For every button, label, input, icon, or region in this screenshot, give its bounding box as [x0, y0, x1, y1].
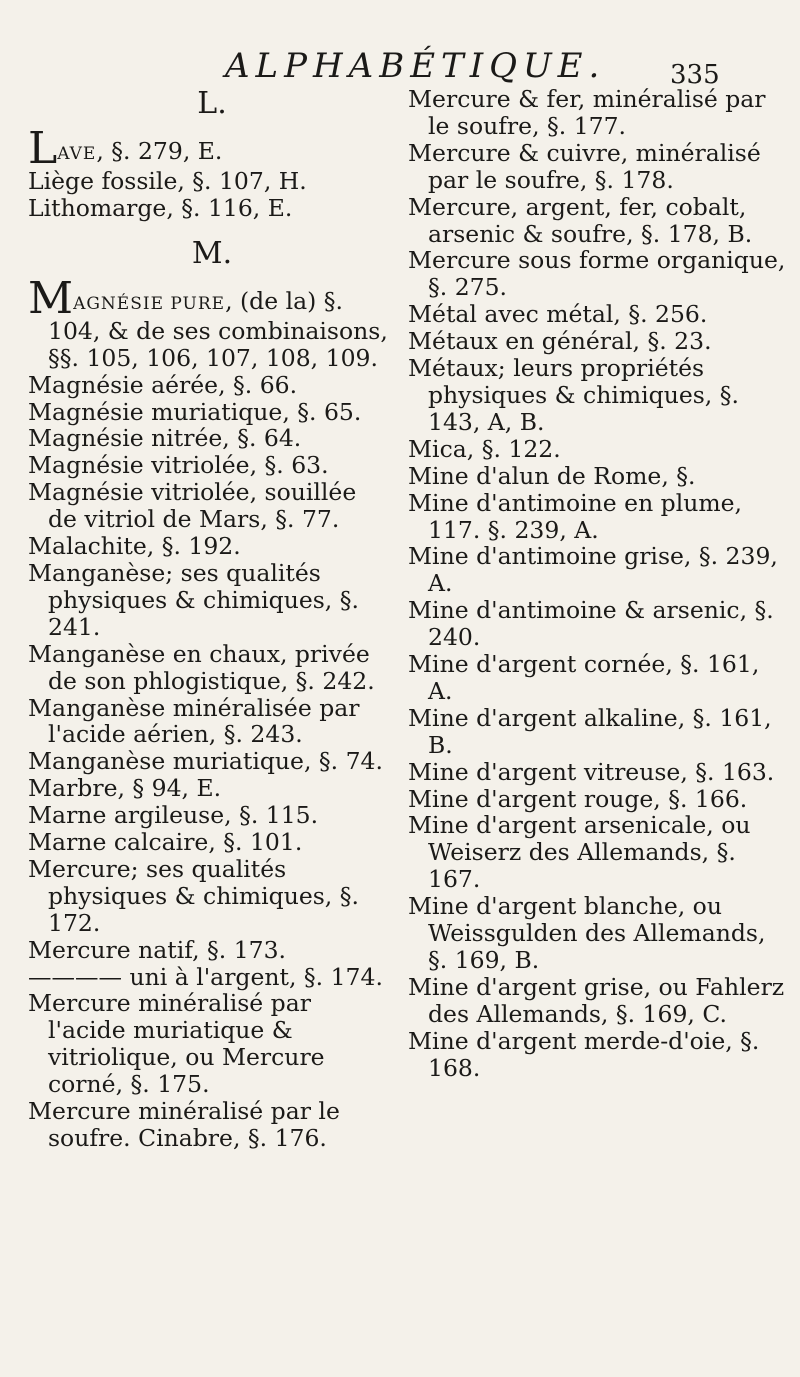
index-entry: Mine d'argent cornée, §. 161, A. [408, 650, 760, 705]
index-entry: Métal avec métal, §. 256. [408, 300, 708, 329]
index-entry: Métaux; leurs propriétés physiques & chimiques, §. 143, A, B. [408, 354, 739, 436]
index-entry: ———— uni à l'argent, §. 174. [28, 962, 383, 991]
smallcaps-text: AVE [57, 144, 97, 164]
index-entry: Mine d'argent alkaline, §. 161, B. [408, 703, 772, 759]
index-entry: Liège fossile, §. 107, H. [28, 167, 307, 195]
section-letter-m: M. [191, 235, 233, 271]
index-entry: Mercure sous forme organique, §. 275. [408, 246, 786, 302]
index-entry: Malachite, §. 192. [28, 532, 241, 561]
section-letter-l: L. [197, 86, 227, 121]
entry-text: , (de la) §. 104, & de ses combinaisons, §§. 105, 106, 107, 108, 109. [48, 286, 388, 372]
index-entry: Mine d'argent vitreuse, §. 163. [408, 757, 775, 786]
index-entry: Marbre, § 94, E. [28, 774, 222, 803]
index-entry: Mercure; ses qualités physiques & chimiques, §. 172. [28, 854, 359, 937]
index-entry: Mine d'argent merde-d'oie, §. 168. [408, 1026, 760, 1082]
index-entry: Manganèse minéralisée par l'acide aérien, §. 243. [28, 693, 360, 749]
index-entry: Marne argileuse, §. 115. [28, 801, 319, 830]
drop-cap: M [28, 272, 74, 324]
entry-text: , §. 279, E. [96, 137, 223, 165]
index-entry: Mine d'antimoine grise, §. 239, A. [408, 542, 778, 598]
index-entry: Mine d'argent grise, ou Fahlerz des Allemands, §. 169, C. [408, 972, 785, 1028]
index-entry: Mercure & fer, minéralisé par le soufre, §. 177. [408, 85, 766, 140]
index-entry: Mine d'argent rouge, §. 166. [408, 784, 748, 813]
index-entry: Mine d'argent blanche, ou Weissgulden des Allemands, §. 169, B. [408, 892, 766, 974]
index-entry: Magnésie aérée, §. 66. [28, 370, 298, 399]
left-column [28, 86, 390, 1152]
page-number: 335 [670, 60, 720, 90]
index-entry: Mine d'antimoine en plume, 117. §. 239, A. [408, 488, 743, 544]
index-entry: Mercure & cuivre, minéralisé par le soufre, §. 178. [408, 138, 761, 194]
index-entry: Lithomarge, §. 116, E. [28, 193, 293, 222]
right-column [408, 86, 788, 1082]
index-entry: Mine d'alun de Rome, §. [408, 461, 696, 490]
index-entry: Mercure minéralisé par le soufre. Cinabre, §. 176. [28, 1097, 340, 1152]
index-entry: Marne calcaire, §. 101. [28, 828, 303, 857]
index-entry: Manganèse muriatique, §. 74. [28, 747, 383, 776]
index-entry: Magnésie vitriolée, souillée de vitriol de Mars, §. 77. [28, 478, 357, 534]
index-entry: Mine d'antimoine & arsenic, §. 240. [408, 596, 774, 652]
index-entry: Mercure natif, §. 173. [28, 935, 287, 964]
index-entry: Manganèse en chaux, privée de son phlogistique, §. 242. [28, 639, 375, 695]
index-entry: Mercure, argent, fer, cobalt, arsenic & soufre, §. 178, B. [408, 192, 753, 248]
index-entry: Mercure minéralisé par l'acide muriatique & vitriolique, ou Mercure corné, §. 175. [28, 989, 325, 1099]
running-title: ALPHABÉTIQUE. [225, 46, 606, 86]
index-entry: Métaux en général, §. 23. [408, 327, 712, 356]
index-entry: Magnésie muriatique, §. 65. [28, 397, 362, 426]
index-entry: Mica, §. 122. [408, 434, 561, 463]
index-entry: Magnésie nitrée, §. 64. [28, 424, 302, 453]
index-entry: Magnésie vitriolée, §. 63. [28, 451, 329, 480]
index-entry-magnesie-pure [28, 272, 390, 372]
smallcaps-text: AGNÉSIE PURE [73, 293, 226, 314]
index-entry-lave [28, 123, 390, 174]
index-entry: Mine d'argent arsenicale, ou Weiserz des Allemands, §. 167. [408, 811, 751, 894]
drop-cap: L [28, 123, 58, 174]
index-entry: Manganèse; ses qualités physiques & chimiques, §. 241. [28, 558, 359, 641]
